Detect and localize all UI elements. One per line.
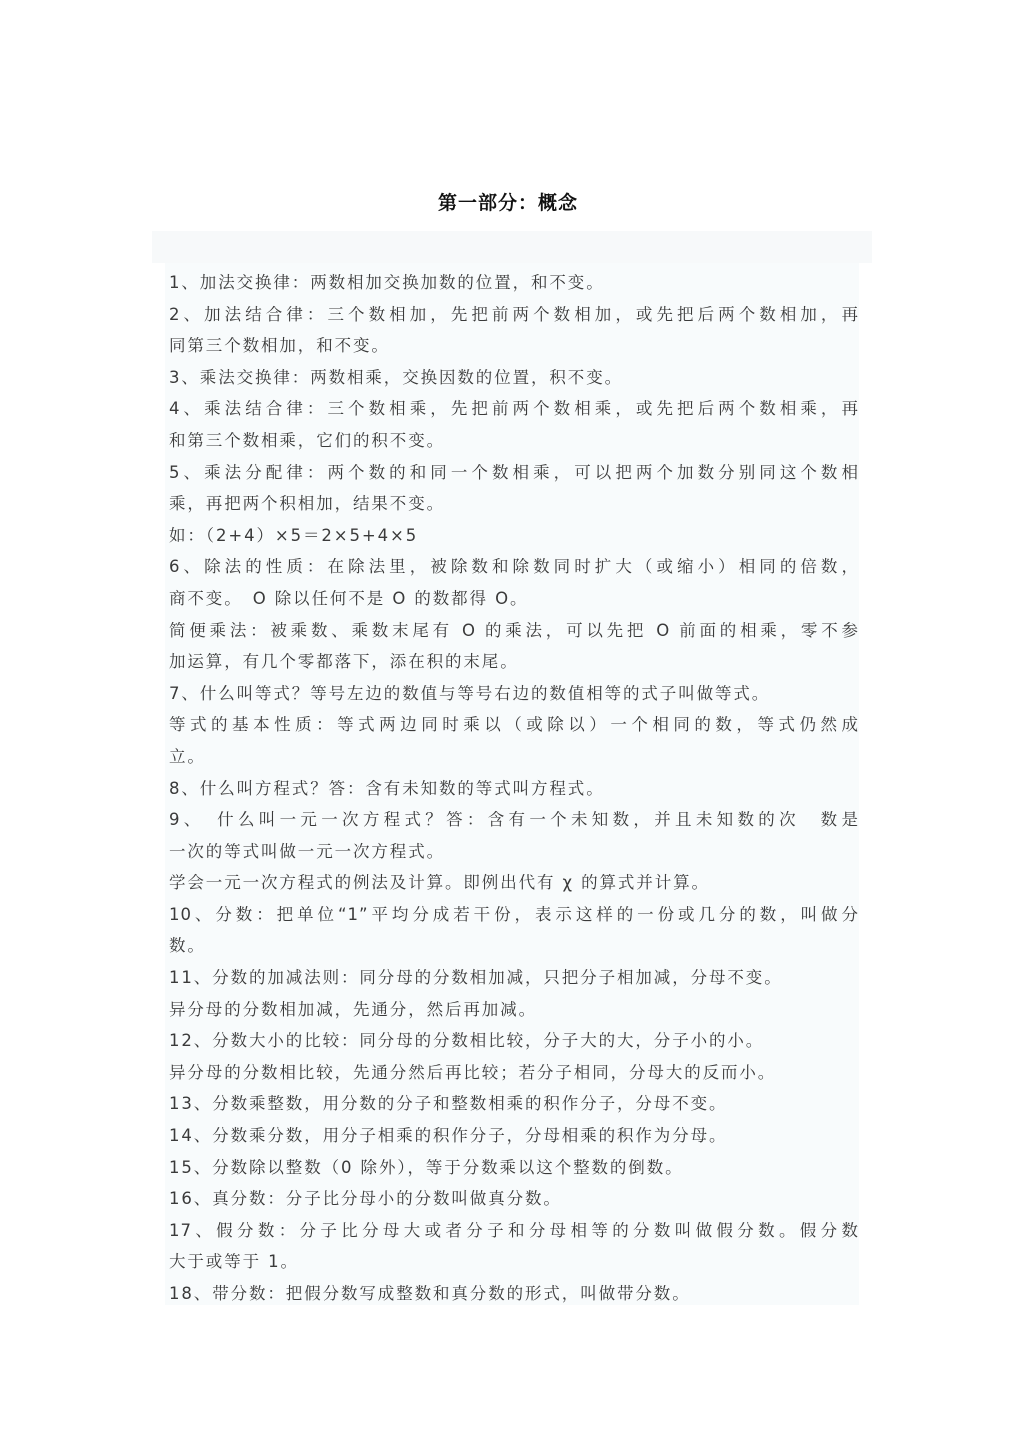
text-line: 和第三个数相乘，它们的积不变。	[169, 430, 445, 450]
text-line: 立。	[169, 746, 206, 766]
text-line: 学会一元一次方程式的例法及计算。即例出代有 χ 的算式并计算。	[169, 873, 710, 893]
content-area	[165, 263, 859, 1305]
text-line: 9、 什么叫一元一次方程式？答：含有一个未知数，并且未知数的次 数是	[169, 810, 859, 830]
text-line: 同第三个数相加，和不变。	[169, 336, 390, 356]
text-line: 3、乘法交换律：两数相乘，交换因数的位置，积不变。	[169, 367, 623, 387]
text-line: 简便乘法：被乘数、乘数末尾有 O 的乘法，可以先把 O 前面的相乘，零不参	[169, 620, 859, 640]
text-line: 8、什么叫方程式？答：含有未知数的等式叫方程式。	[169, 778, 605, 798]
text-line: 数。	[169, 936, 206, 956]
text-line: 2、加法结合律：三个数相加，先把前两个数相加，或先把后两个数相加，再	[169, 304, 859, 324]
text-line: 等式的基本性质：等式两边同时乘以（或除以）一个相同的数，等式仍然成	[169, 715, 859, 735]
text-line: 12、分数大小的比较：同分母的分数相比较，分子大的大，分子小的小。	[169, 1031, 765, 1051]
text-line: 16、真分数：分子比分母小的分数叫做真分数。	[169, 1189, 562, 1209]
page-title: 第一部分：概念	[437, 192, 578, 214]
text-line: 14、分数乘分数，用分子相乘的积作分子，分母相乘的积作为分母。	[169, 1126, 728, 1146]
text-lines	[169, 267, 859, 1310]
text-line: 异分母的分数相加减，先通分，然后再加减。	[169, 999, 537, 1019]
text-line: 如：（2+4）×5＝2×5+4×5	[169, 525, 419, 545]
header-band	[152, 231, 872, 263]
text-line: 异分母的分数相比较，先通分然后再比较；若分子相同，分母大的反而小。	[169, 1062, 777, 1082]
text-line: 18、带分数：把假分数写成整数和真分数的形式，叫做带分数。	[169, 1284, 691, 1303]
text-line: 10、分数：把单位“1”平均分成若干份，表示这样的一份或几分的数，叫做分	[169, 904, 859, 924]
text-line: 11、分数的加减法则：同分母的分数相加减，只把分子相加减，分母不变。	[169, 968, 783, 988]
text-line: 7、什么叫等式？等号左边的数值与等号右边的数值相等的式子叫做等式。	[169, 683, 771, 703]
text-line: 1、加法交换律：两数相加交换加数的位置，和不变。	[169, 273, 605, 292]
text-line: 15、分数除以整数（0 除外），等于分数乘以这个整数的倒数。	[169, 1157, 684, 1177]
text-line: 商不变。 O 除以任何不是 O 的数都得 O。	[169, 588, 529, 608]
text-line: 4、乘法结合律：三个数相乘，先把前两个数相乘，或先把后两个数相乘，再	[169, 399, 859, 419]
text-line: 13、分数乘整数，用分数的分子和整数相乘的积作分子，分母不变。	[169, 1094, 728, 1114]
text-line: 大于或等于 1。	[169, 1252, 299, 1272]
text-line: 乘，再把两个积相加，结果不变。	[169, 494, 445, 514]
text-line: 加运算，有几个零都落下，添在积的末尾。	[169, 652, 519, 672]
text-line: 5、乘法分配律：两个数的和同一个数相乘，可以把两个加数分别同这个数相	[169, 462, 859, 482]
text-line: 一次的等式叫做一元一次方程式。	[169, 841, 445, 861]
text-line: 6、除法的性质：在除法里，被除数和除数同时扩大（或缩小）相同的倍数，	[169, 557, 859, 577]
text-line: 17、假分数：分子比分母大或者分子和分母相等的分数叫做假分数。假分数	[169, 1220, 859, 1240]
